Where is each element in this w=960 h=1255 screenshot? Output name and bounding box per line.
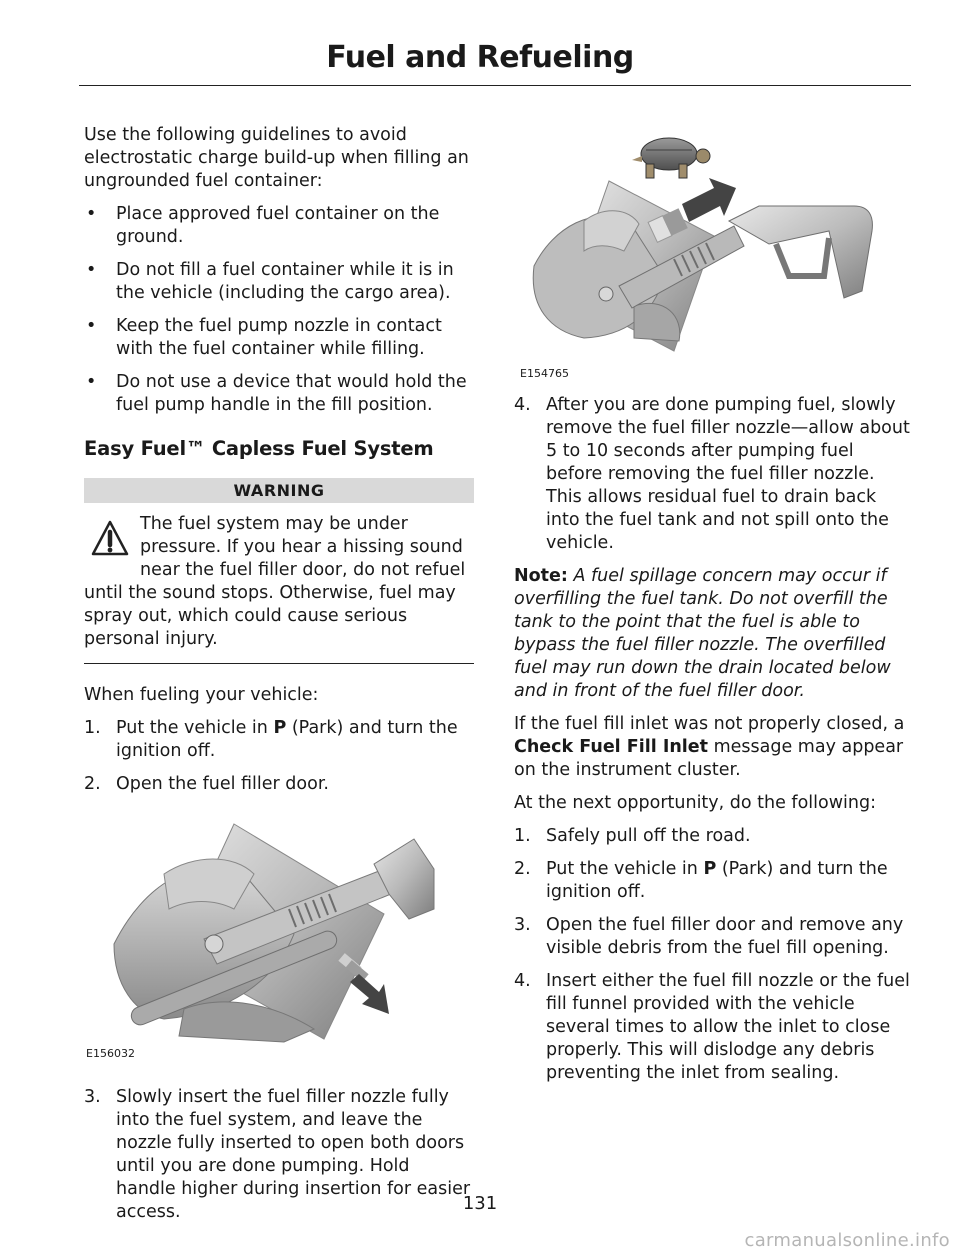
bullet-marker: • [86, 372, 97, 392]
warning-label: WARNING [84, 478, 474, 503]
bullet-marker: • [86, 260, 97, 280]
step-text: (Park) and turn the ignition off. [546, 859, 888, 902]
step-number: 3. [84, 1087, 101, 1107]
warning-divider [84, 663, 474, 664]
fueling-steps [84, 717, 474, 796]
step-number: 1. [514, 826, 531, 846]
note-text: A fuel spillage concern may occur if overfilling the fuel tank. Do not overfill the tank to the point that the fuel is able to bypass the fuel filler nozzle. The overfilled fuel may run down the drain located below and in front of the fuel filler door. [514, 566, 891, 701]
step-number: 2. [84, 774, 101, 794]
step-number: 4. [514, 395, 531, 415]
removal-steps [514, 394, 910, 555]
step-text: Safely pull off the road. [546, 826, 751, 846]
list-item-text: Do not use a device that would hold the fuel pump handle in the fill position. [116, 372, 467, 415]
nozzle-removal-illustration [514, 126, 910, 362]
page-title: Fuel and Refueling [326, 40, 634, 75]
step-text: Insert either the fuel fill nozzle or the fuel fill funnel provided with the vehicle several times to allow the inlet to close properly. This will dislodge any debris preventing the inlet from sealing. [546, 971, 910, 1083]
figure-id: E156032 [86, 1047, 135, 1060]
warning-box [84, 513, 474, 651]
step-4 [514, 394, 910, 555]
step-1 [514, 825, 910, 848]
right-column [514, 126, 910, 1095]
step-text: Open the fuel filler door and remove any visible debris from the fuel fill opening. [546, 915, 904, 958]
list-item [84, 315, 474, 361]
note-label: Note: [514, 566, 568, 586]
inlet-text: message may appear on the instrument cluster. [514, 737, 904, 780]
turtle-icon [632, 138, 710, 178]
step-text: Put the vehicle in [546, 859, 704, 879]
nozzle-insertion-figure [84, 814, 474, 1058]
step-number: 1. [84, 718, 101, 738]
step-text: After you are done pumping fuel, slowly remove the fuel filler nozzle—allow about 5 to 10 seconds after pumping fuel before removing the fuel filler nozzle. This allows residual fuel to drain back into the fuel tank and not spill onto the vehicle. [546, 395, 910, 553]
section-heading: Easy Fuel™ Capless Fuel System [84, 437, 434, 460]
step-number: 4. [514, 971, 531, 991]
warning-triangle-icon [90, 519, 130, 559]
list-item-text: Place approved fuel container on the ground. [116, 204, 440, 247]
nozzle-removal-figure [514, 126, 904, 378]
step-3 [514, 914, 910, 960]
inlet-text: If the fuel fill inlet was not properly closed, a [514, 714, 905, 734]
when-fueling-paragraph: When fueling your vehicle: [84, 685, 319, 705]
watermark: carmanualsonline.info [744, 1230, 950, 1251]
guideline-list [84, 203, 474, 417]
list-item [84, 259, 474, 305]
park-symbol: P [273, 718, 287, 738]
list-item [84, 371, 474, 417]
step-1 [84, 717, 474, 763]
list-item [84, 203, 474, 249]
step-number: 2. [514, 859, 531, 879]
bullet-marker: • [86, 204, 97, 224]
nozzle-insertion-illustration [84, 814, 474, 1044]
header-divider [79, 85, 911, 86]
step-text: (Park) and turn the ignition off. [116, 718, 458, 761]
note-paragraph [514, 565, 910, 703]
step-2 [84, 773, 474, 796]
step-text: Slowly insert the fuel filler nozzle fully into the fuel system, and leave the nozzle fully inserted to open both doors until you are done pumping. Hold handle higher during insertion for easier access. [116, 1087, 471, 1222]
next-opportunity-paragraph: At the next opportunity, do the following: [514, 793, 877, 813]
recovery-steps [514, 825, 910, 1085]
step-text: Open the fuel filler door. [116, 774, 329, 794]
bullet-marker: • [86, 316, 97, 336]
park-symbol: P [703, 859, 717, 879]
inlet-paragraph [514, 713, 910, 782]
figure-id: E154765 [520, 367, 569, 380]
step-text: Put the vehicle in [116, 718, 274, 738]
cluster-message: Check Fuel Fill Inlet [514, 737, 709, 757]
list-item-text: Keep the fuel pump nozzle in contact with the fuel container while filling. [116, 316, 442, 359]
left-column [84, 124, 474, 1234]
step-4 [514, 970, 910, 1085]
page-number: 131 [462, 1193, 498, 1214]
step-number: 3. [514, 915, 531, 935]
intro-paragraph: Use the following guidelines to avoid electrostatic charge build-up when filling an ungrounded fuel container: [84, 125, 469, 191]
step-2 [514, 858, 910, 904]
warning-text: The fuel system may be under pressure. If you hear a hissing sound near the fuel filler door, do not refuel until the sound stops. Otherwise, fuel may spray out, which could cause serious personal injury. [84, 514, 466, 649]
list-item-text: Do not fill a fuel container while it is in the vehicle (including the cargo area). [116, 260, 454, 303]
